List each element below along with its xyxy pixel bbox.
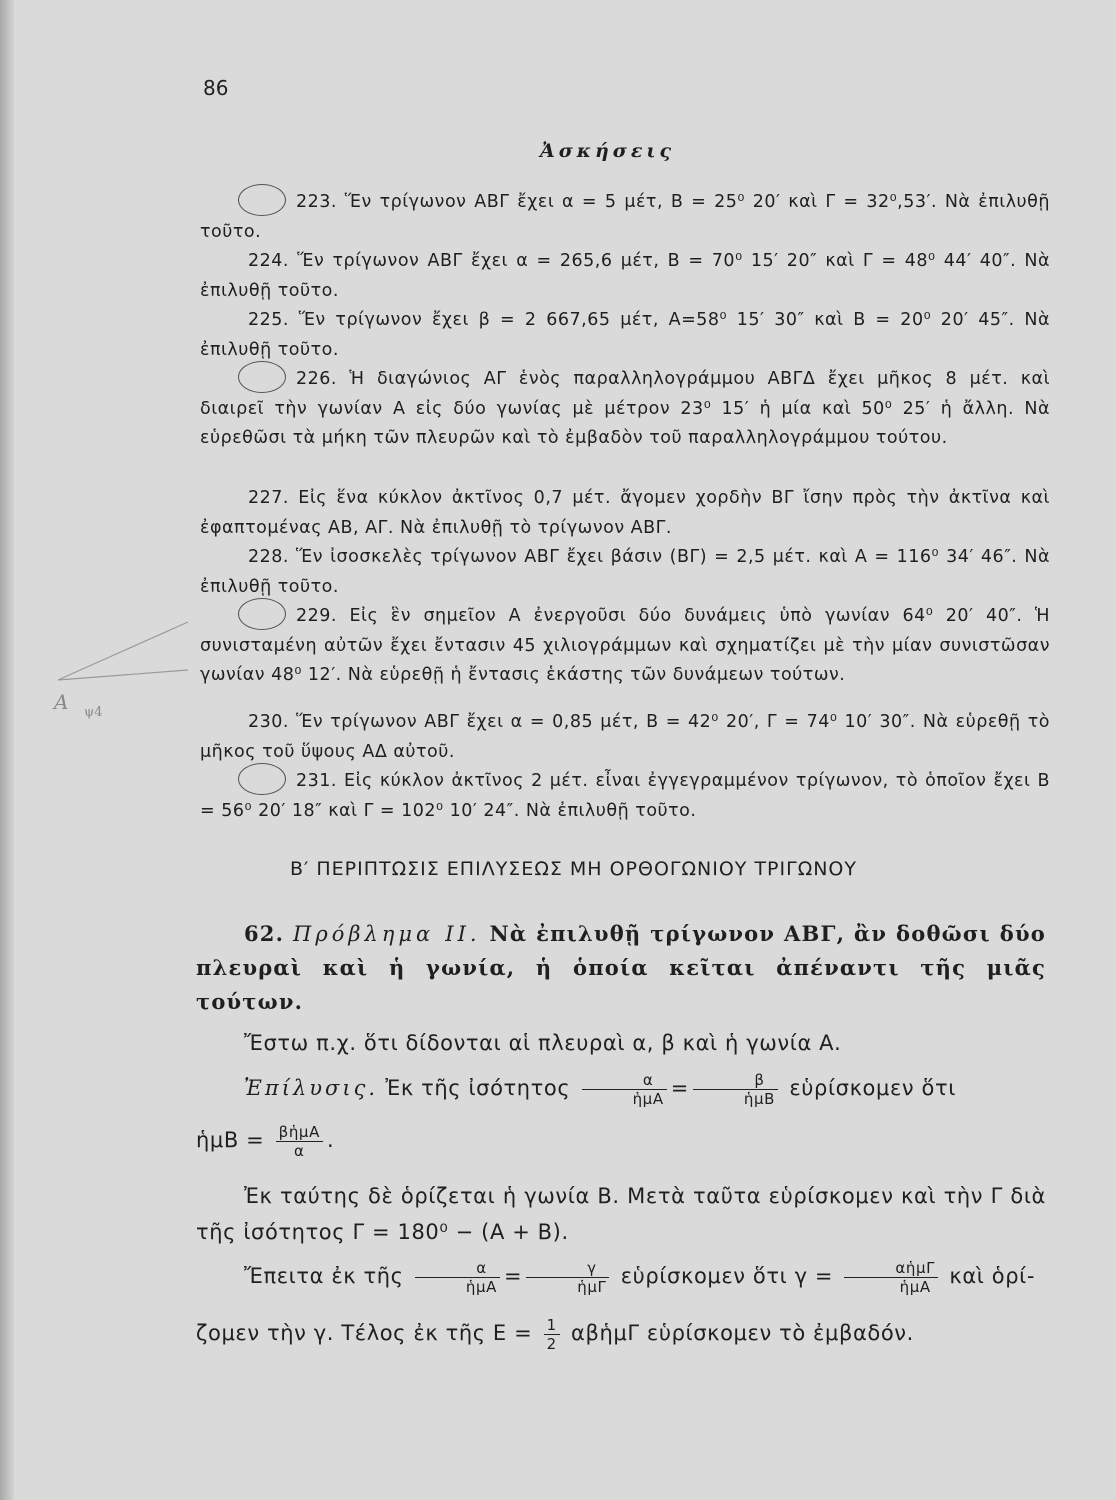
solution-text: καὶ ὁρί- <box>949 1264 1036 1288</box>
page-binding-shadow <box>0 0 14 1500</box>
solution-line-2: ἡμΒ = $\frac{\text{βἡμΑ}}{\alpha}$ . <box>196 1122 335 1160</box>
solution-line-1: Ἐπίλυσις. Ἐκ τῆς ἰσότητος $\frac{\alpha}{\text{ἡμΑ}}$ = $\frac{\beta}{\text{ἡμΒ}}$ εὑρίσκομεν ὅτι <box>244 1070 956 1108</box>
solution-text: Ἔπειτα ἐκ τῆς <box>244 1264 404 1288</box>
equation-lhs: ἡμΒ = <box>196 1128 265 1152</box>
solution-line-3: Ἐκ ταύτης δὲ ὁρίζεται ἡ γωνία Β. Μετὰ ταῦτα εὑρίσκομεν καὶ τὴν Γ διὰ τῆς ἰσότητος Γ = 180⁰ − (Α + Β). <box>196 1184 1046 1244</box>
exercise-text: Ἡ διαγώνιος ΑΓ ἑνὸς παραλληλογράμμου ΑΒΓΔ ἔχει μῆκος 8 μέτ. καὶ διαιρεῖ τὴν γωνίαν Α εἰς δύο γωνίας μὲ μέτρον 23⁰ 15′ ἡ μία καὶ 50⁰ 25′ ἡ ἄλλη. Νὰ εὑρεθῶσι τὰ μήκη τῶν πλευρῶν καὶ τὸ ἐμβαδὸν τοῦ παραλληλογράμμου τούτου. <box>200 369 1050 448</box>
exercise-229 <box>200 602 1050 691</box>
margin-note-small: ψ4 <box>84 705 103 720</box>
exercise-number: 230. <box>248 712 289 732</box>
pencil-circle-mark <box>238 361 286 393</box>
solution-line-5 <box>196 1315 1046 1353</box>
exercise-230 <box>200 708 1050 767</box>
exercise-text: Ἕν τρίγωνον ἔχει β = 2 667,65 μέτ, Α=58⁰ 15′ 30″ καὶ Β = 20⁰ 20′ 45″. Νὰ ἐπιλυθῇ τοῦτο. <box>200 310 1050 360</box>
exercise-number: 228. <box>248 547 289 567</box>
problem-statement <box>196 917 1046 1019</box>
exercise-text: Ἕν τρίγωνον ΑΒΓ ἔχει α = 265,6 μέτ, Β = 70⁰ 15′ 20″ καὶ Γ = 48⁰ 44′ 40″. Νὰ ἐπιλυθῇ τοῦτο. <box>200 251 1050 301</box>
pencil-circle-mark <box>238 763 286 795</box>
exercise-text: Εἰς ἓν σημεῖον Α ἐνεργοῦσι δύο δυνάμεις ὑπὸ γωνίαν 64⁰ 20′ 40″. Ἡ συνισταμένη αὐτῶν ἔχει ἔντασιν 45 χιλιογράμμων καὶ σχηματίζει μὲ τὴν μίαν συνιστῶσαν γωνίαν 48⁰ 12′. Νὰ εὑρεθῇ ἡ ἔντασις ἑκάστης τῶν δυνάμεων τούτων. <box>200 606 1050 685</box>
exercise-227 <box>200 484 1050 543</box>
pencil-circle-mark <box>238 598 286 630</box>
fraction: $\frac{\text{αἡμΓ}}{\text{ἡμΑ}}$ <box>844 1259 938 1296</box>
section-heading: Ἀσκήσεις <box>540 140 676 162</box>
exercise-text: Εἰς κύκλον ἀκτῖνος 2 μέτ. εἶναι ἐγγεγραμμένον τρίγωνον, τὸ ὁποῖον ἔχει Β = 56⁰ 20′ 18″ καὶ Γ = 102⁰ 10′ 24″. Νὰ ἐπιλυθῇ τοῦτο. <box>200 771 1050 821</box>
exercise-number: 229. <box>248 602 337 632</box>
solution-text: Ἐκ τῆς ἰσότητος <box>385 1076 571 1100</box>
exercise-226 <box>200 365 1050 454</box>
problem-number: 62. <box>244 921 285 946</box>
exercise-number: 226. <box>248 365 337 395</box>
solution-text: αβἡμΓ εὑρίσκομεν τὸ ἐμβαδόν. <box>571 1321 914 1345</box>
solution-label: Ἐπίλυσις. <box>244 1076 379 1100</box>
exercise-text: Ἕν τρίγωνον ΑΒΓ ἔχει α = 5 μέτ, Β = 25⁰ 20′ καὶ Γ = 32⁰,53′. Νὰ ἐπιλυθῇ τοῦτο. <box>200 192 1050 242</box>
exercise-number: 225. <box>248 310 289 330</box>
pencil-circle-mark <box>238 184 286 216</box>
exercise-228 <box>200 543 1050 602</box>
exercise-text: Ἕν τρίγωνον ΑΒΓ ἔχει α = 0,85 μέτ, Β = 42⁰ 20′, Γ = 74⁰ 10′ 30″. Νὰ εὑρεθῇ τὸ μῆκος τοῦ ὕψους ΑΔ αὐτοῦ. <box>200 712 1050 762</box>
exercise-224 <box>200 247 1050 306</box>
exercise-223 <box>200 188 1050 247</box>
exercise-231 <box>200 767 1050 826</box>
page-number: 86 <box>203 76 229 100</box>
fraction: $\frac{\beta}{\text{ἡμΒ}}$ <box>693 1071 778 1108</box>
solution-line-4: Ἔπειτα ἐκ τῆς $\frac{\alpha}{\text{ἡμΑ}}$ = $\frac{\gamma}{\text{ἡμΓ}}$ εὑρίσκομεν ὅτι γ = $\frac{\text{αἡμΓ}}{\text{ἡμΑ}}$ καὶ ὁρί- <box>244 1258 1036 1296</box>
solution-text: ζομεν τὴν γ. Τέλος ἐκ τῆς Ε = <box>196 1321 533 1345</box>
subsection-title: Β′ ΠΕΡΙΠΤΩΣΙΣ ΕΠΙΛΥΣΕΩΣ ΜΗ ΟΡΘΟΓΩΝΙΟΥ ΤΡΙΓΩΝΟΥ <box>290 858 857 880</box>
solution-given: Ἔστω π.χ. ὅτι δίδονται αἱ πλευραὶ α, β καὶ ἡ γωνία Α. <box>244 1031 842 1055</box>
solution-text: εὑρίσκομεν ὅτι γ = <box>620 1264 834 1288</box>
exercise-number: 227. <box>248 488 289 508</box>
exercise-number: 224. <box>248 251 289 271</box>
exercise-225 <box>200 306 1050 365</box>
exercise-text: Ἕν ἰσοσκελὲς τρίγωνον ΑΒΓ ἔχει βάσιν (ΒΓ) = 2,5 μέτ. καὶ Α = 116⁰ 34′ 46″. Νὰ ἐπιλυθῇ τοῦτο. <box>200 547 1050 597</box>
exercise-text: Εἰς ἕνα κύκλον ἀκτῖνος 0,7 μέτ. ἄγομεν χορδὴν ΒΓ ἴσην πρὸς τὴν ἀκτῖνα καὶ ἐφαπτομένας ΑΒ, ΑΓ. Νὰ ἐπιλυθῇ τὸ τρίγωνον ΑΒΓ. <box>200 488 1050 538</box>
problem-label: Πρόβλημα ΙΙ. <box>293 922 481 946</box>
fraction: $\frac{1}{2}$ <box>544 1316 560 1353</box>
fraction: $\frac{\text{βἡμΑ}}{\alpha}$ <box>276 1123 323 1160</box>
fraction: $\frac{\alpha}{\text{ἡμΑ}}$ <box>415 1259 500 1296</box>
exercise-number: 223. <box>248 188 337 218</box>
exercise-number: 231. <box>248 767 337 797</box>
solution-text: εὑρίσκομεν ὅτι <box>789 1076 956 1100</box>
problem-text: Νὰ ἐπιλυθῇ τρίγωνον ΑΒΓ, ἂν δοθῶσι δύο πλευραὶ καὶ ἡ γωνία, ἡ ὁποία κεῖται ἀπέναντι τῆς μιᾶς τούτων. <box>196 921 1046 1014</box>
fraction: $\frac{\gamma}{\text{ἡμΓ}}$ <box>526 1259 609 1296</box>
margin-pencil-lines <box>58 610 198 690</box>
fraction: $\frac{\alpha}{\text{ἡμΑ}}$ <box>582 1071 667 1108</box>
margin-note-letter: Α <box>54 690 69 714</box>
